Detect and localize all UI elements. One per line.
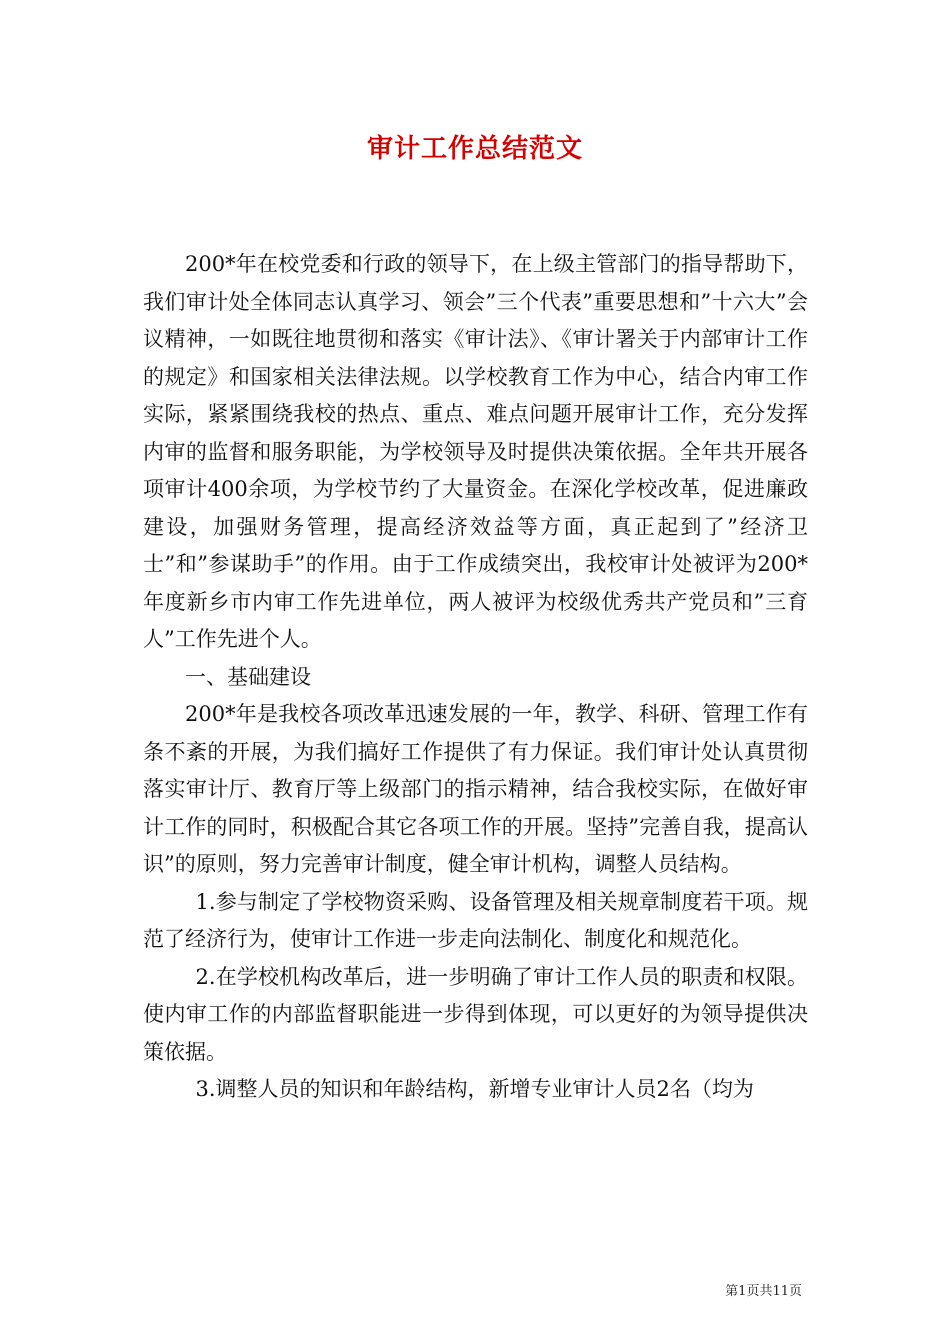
list-item: 1.参与制定了学校物资采购、设备管理及相关规章制度若干项。规范了经济行为，使审计工作进一步走向法制化、制度化和规范化。 [143,889,808,951]
list-item: 2.在学校机构改革后，进一步明确了审计工作人员的职责和权限。使内审工作的内部监督职能进一步得到体现，可以更好的为领导提供决策依据。 [143,964,808,1064]
document-title: 审计工作总结范文 [366,134,583,164]
paragraph-section-1: 200*年是我校各项改革迅速发展的一年，教学、科研、管理工作有条不紊的开展，为我们搞好工作提供了有力保证。我们审计处认真贯彻落实审计厅、教育厅等上级部门的指示精神，结合我校实际，在做好审计工作的同时，积极配合其它各项工作的开展。坚持”完善自我，提高认识”的原则，努力完善审计制度，健全审计机构，调整人员结构。 [143,702,808,876]
list-item: 3.调整人员的知识和年龄结构，新增专业审计人员2名（均为 [195,1077,754,1101]
paragraph-intro: 200*年在校党委和行政的领导下，在上级主管部门的指导帮助下，我们审计处全体同志认真学习、领会”三个代表”重要思想和”十六大”会议精神，一如既往地贯彻和落实《审计法》、《审计署关于内部审计工作的规定》和国家相关法律法规。以学校教育工作为中心，结合内审工作实际，紧紧围绕我校的热点、重点、难点问题开展审计工作，充分发挥内审的监督和服务职能，为学校领导及时提供决策依据。全年共开展各项审计400余项，为学校节约了大量资金。在深化学校改革，促进廉政建设，加强财务管理，提高经济效益等方面，真正起到了”经济卫士”和”参谋助手”的作用。由于工作成绩突出，我校审计处被评为200*年度新乡市内审工作先进单位，两人被评为校级优秀共产党员和”三育人”工作先进个人。 [143,252,808,651]
section-heading: 一、基础建设 [185,664,311,689]
document-body [143,246,808,1109]
page-number: 第1页共11页 [725,1284,802,1299]
